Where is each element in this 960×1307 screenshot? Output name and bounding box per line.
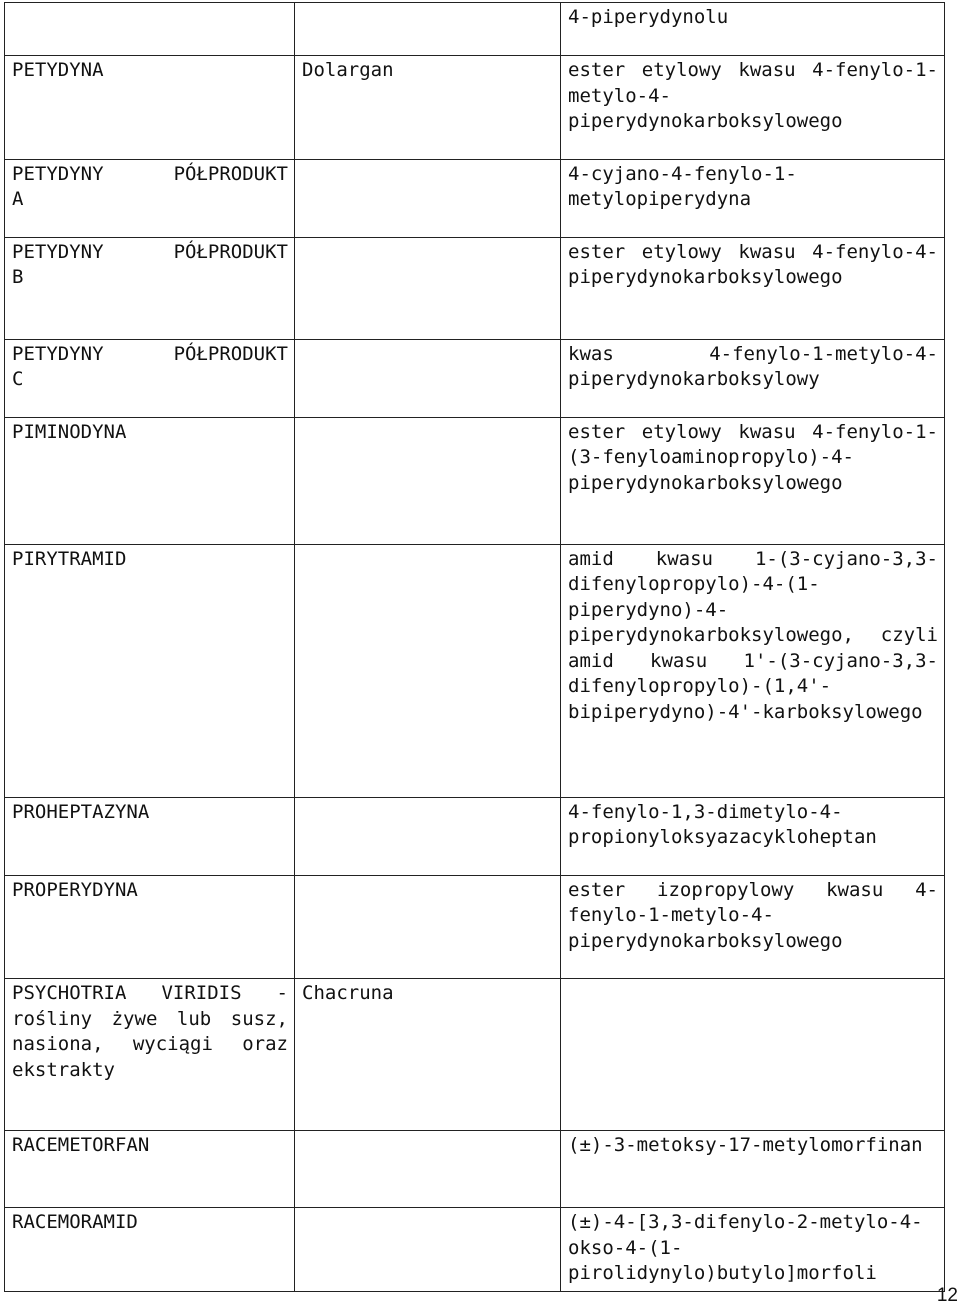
substance-name-cell: PIMINODYNA (5, 417, 295, 544)
chemical-name-cell: (±)-3-metoksy-17-metylomorfinan (561, 1131, 945, 1208)
substance-name-cell (5, 339, 295, 417)
substance-name-cell: RACEMORAMID (5, 1208, 295, 1292)
substance-table (4, 2, 945, 1292)
other-name-cell (295, 1131, 561, 1208)
table-row (5, 979, 945, 1131)
table-row (5, 797, 945, 875)
substance-name-cell: PSYCHOTRIA VIRIDIS - rośliny żywe lub susz, nasiona, wyciągi oraz ekstrakty (5, 979, 295, 1131)
table-row (5, 237, 945, 339)
chemical-name-cell: 4-cyjano-4-fenylo-1-metylopiperydyna (561, 159, 945, 237)
chemical-name-cell: (±)-4-[3,3-difenylo-2-metylo-4-okso-4-(1-pirolidynylo)butylo]morfoli (561, 1208, 945, 1292)
table-row (5, 56, 945, 160)
substance-name-cell: PROPERYDYNA (5, 875, 295, 979)
substance-name-suffix: B (12, 266, 24, 288)
other-name-cell (295, 339, 561, 417)
page-number: 12 (936, 1285, 958, 1306)
substance-name-cell: PROHEPTAZYNA (5, 797, 295, 875)
substance-name-cell: PIRYTRAMID (5, 544, 295, 797)
other-name-cell: Chacruna (295, 979, 561, 1131)
other-name-cell: Dolargan (295, 56, 561, 160)
substance-name-part: PÓŁPRODUKT (173, 162, 288, 185)
table-row (5, 1208, 945, 1292)
table-row (5, 417, 945, 544)
substance-name-part: PÓŁPRODUKT (173, 240, 288, 263)
substance-name-cell: PETYDYNA (5, 56, 295, 160)
other-name-cell (295, 1208, 561, 1292)
other-name-cell (295, 237, 561, 339)
table-row (5, 339, 945, 417)
chemical-name-cell: 4-piperydynolu (561, 3, 945, 56)
substance-name-cell (5, 3, 295, 56)
substance-name-part: PETYDYNY (12, 342, 104, 365)
other-name-cell (295, 417, 561, 544)
substance-name-line (12, 162, 288, 188)
chemical-name-cell: ester etylowy kwasu 4-fenylo-1-metylo-4-piperydynokarboksylowego (561, 56, 945, 160)
substance-name-cell: RACEMETORFAN (5, 1131, 295, 1208)
table-row (5, 3, 945, 56)
chemical-name-cell: 4-fenylo-1,3-dimetylo-4-propionyloksyazacykloheptan (561, 797, 945, 875)
other-name-cell (295, 544, 561, 797)
substance-name-suffix: A (12, 188, 24, 210)
substance-name-suffix: C (12, 368, 24, 390)
other-name-cell (295, 875, 561, 979)
chemical-name-cell: ester izopropylowy kwasu 4-fenylo-1-metylo-4-piperydynokarboksylowego (561, 875, 945, 979)
table-row (5, 544, 945, 797)
chemical-name-cell: ester etylowy kwasu 4-fenylo-4-piperydynokarboksylowego (561, 237, 945, 339)
chemical-name-cell (561, 979, 945, 1131)
other-name-cell (295, 3, 561, 56)
substance-name-line (12, 342, 288, 368)
substance-name-part: PÓŁPRODUKT (173, 342, 288, 365)
table-row (5, 1131, 945, 1208)
other-name-cell (295, 797, 561, 875)
substance-name-part: PETYDYNY (12, 240, 104, 263)
table-row (5, 159, 945, 237)
chemical-name-cell: amid kwasu 1-(3-cyjano-3,3-difenylopropylo)-4-(1-piperydyno)-4-piperydynokarboksylowego, czyli amid kwasu 1'-(3-cyjano-3,3-difenylopropylo)-(1,4'-bipiperydyno)-4'-karboksylowego (561, 544, 945, 797)
table-row (5, 875, 945, 979)
substance-name-line (12, 240, 288, 266)
substance-name-part: PETYDYNY (12, 162, 104, 185)
substance-table-body (5, 3, 945, 1292)
chemical-name-cell: kwas 4-fenylo-1-metylo-4-piperydynokarboksylowy (561, 339, 945, 417)
other-name-cell (295, 159, 561, 237)
substance-name-cell (5, 159, 295, 237)
substance-name-cell (5, 237, 295, 339)
chemical-name-cell: ester etylowy kwasu 4-fenylo-1-(3-fenyloaminopropylo)-4-piperydynokarboksylowego (561, 417, 945, 544)
